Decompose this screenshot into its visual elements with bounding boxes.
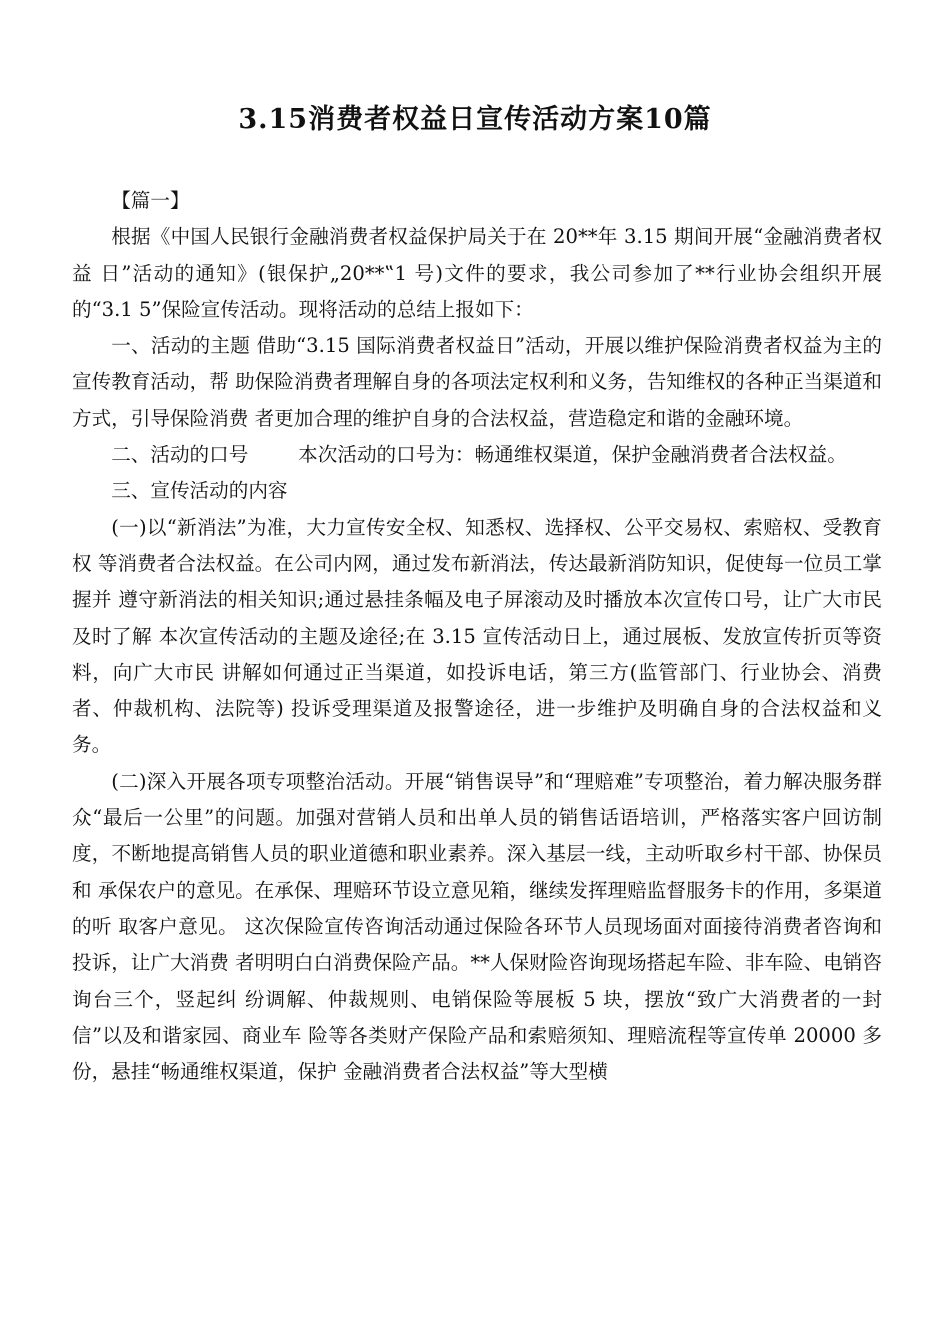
paragraph-slogan: 二、活动的口号 本次活动的口号为：畅通维权渠道，保护金融消费者合法权益。 — [111, 443, 847, 467]
paragraph-content-heading: 三、宣传活动的内容 — [111, 479, 288, 503]
document-body — [72, 183, 889, 1090]
section-label: 【篇一】 — [111, 189, 190, 212]
page-title: 3.15消费者权益日宣传活动方案10篇 — [238, 104, 712, 135]
paragraph-item-two: (二)深入开展各项专项整治活动。开展“销售误导”和“理赔难”专项整治，着力解决服务群 众“最后一公里”的问题。加强对营销人员和出单人员的销售话语培训，严格落实客户回访制 度，不断地提高销售人员的职业道德和职业素养。深入基层一线，主动听取乡村干部、协保员和 承保农户的意见。在承保、理赔环节设立意见箱，继续发挥理赔监督服务卡的作用，多渠道的听 取客户意见。 这次保险宣传咨询活动通过保险各环节人员现场面对面接待消费者咨询和投诉，让广大消费 者明明白白消费保险产品。**人保财险咨询现场搭起车险、非车险、电销咨询台三个，竖起纠 纷调解、仲裁规则、电销保险等展板 5 块，摆放“致广大消费者的一封信”以及和谐家园、商业车 险等各类财产保险产品和索赔须知、理赔流程等宣传单 20000 多份，悬挂“畅通维权渠道，保护 金融消费者合法权益”等大型横 — [72, 769, 889, 1084]
paragraph-intro: 根据《中国人民银行金融消费者权益保护局关于在 20**年 3.15 期间开展“金融消费者权益 日”活动的通知》(银保护„20**‟1 号)文件的要求，我公司参加了**行业协会组织开展的“3.1 5”保险宣传活动。现将活动的总结上报如下： — [72, 225, 882, 321]
paragraph-theme: 一、活动的主题 借助“3.15 国际消费者权益日”活动，开展以维护保险消费者权益为主的宣传教育活动，帮 助保险消费者理解自身的各项法定权利和义务，告知维权的各种正当渠道和方式，引导保险消费 者更加合理的维护自身的合法权益，营造稳定和谐的金融环境。 — [72, 334, 882, 430]
paragraph-item-one: (一)以“新消法”为准，大力宣传安全权、知悉权、选择权、公平交易权、索赔权、受教育权 等消费者合法权益。在公司内网，通过发布新消法，传达最新消防知识，促使每一位员工掌握并 遵守新消法的相关知识;通过悬挂条幅及电子屏滚动及时播放本次宣传口号，让广大市民及时了解 本次宣传活动的主题及途径;在 3.15 宣传活动日上，通过展板、发放宣传折页等资料，向广大市民 讲解如何通过正当渠道，如投诉电话，第三方(监管部门、行业协会、消费者、仲裁机构、法院等) 投诉受理渠道及报警途径，进一步维护及明确自身的合法权益和义务。 — [72, 515, 882, 757]
